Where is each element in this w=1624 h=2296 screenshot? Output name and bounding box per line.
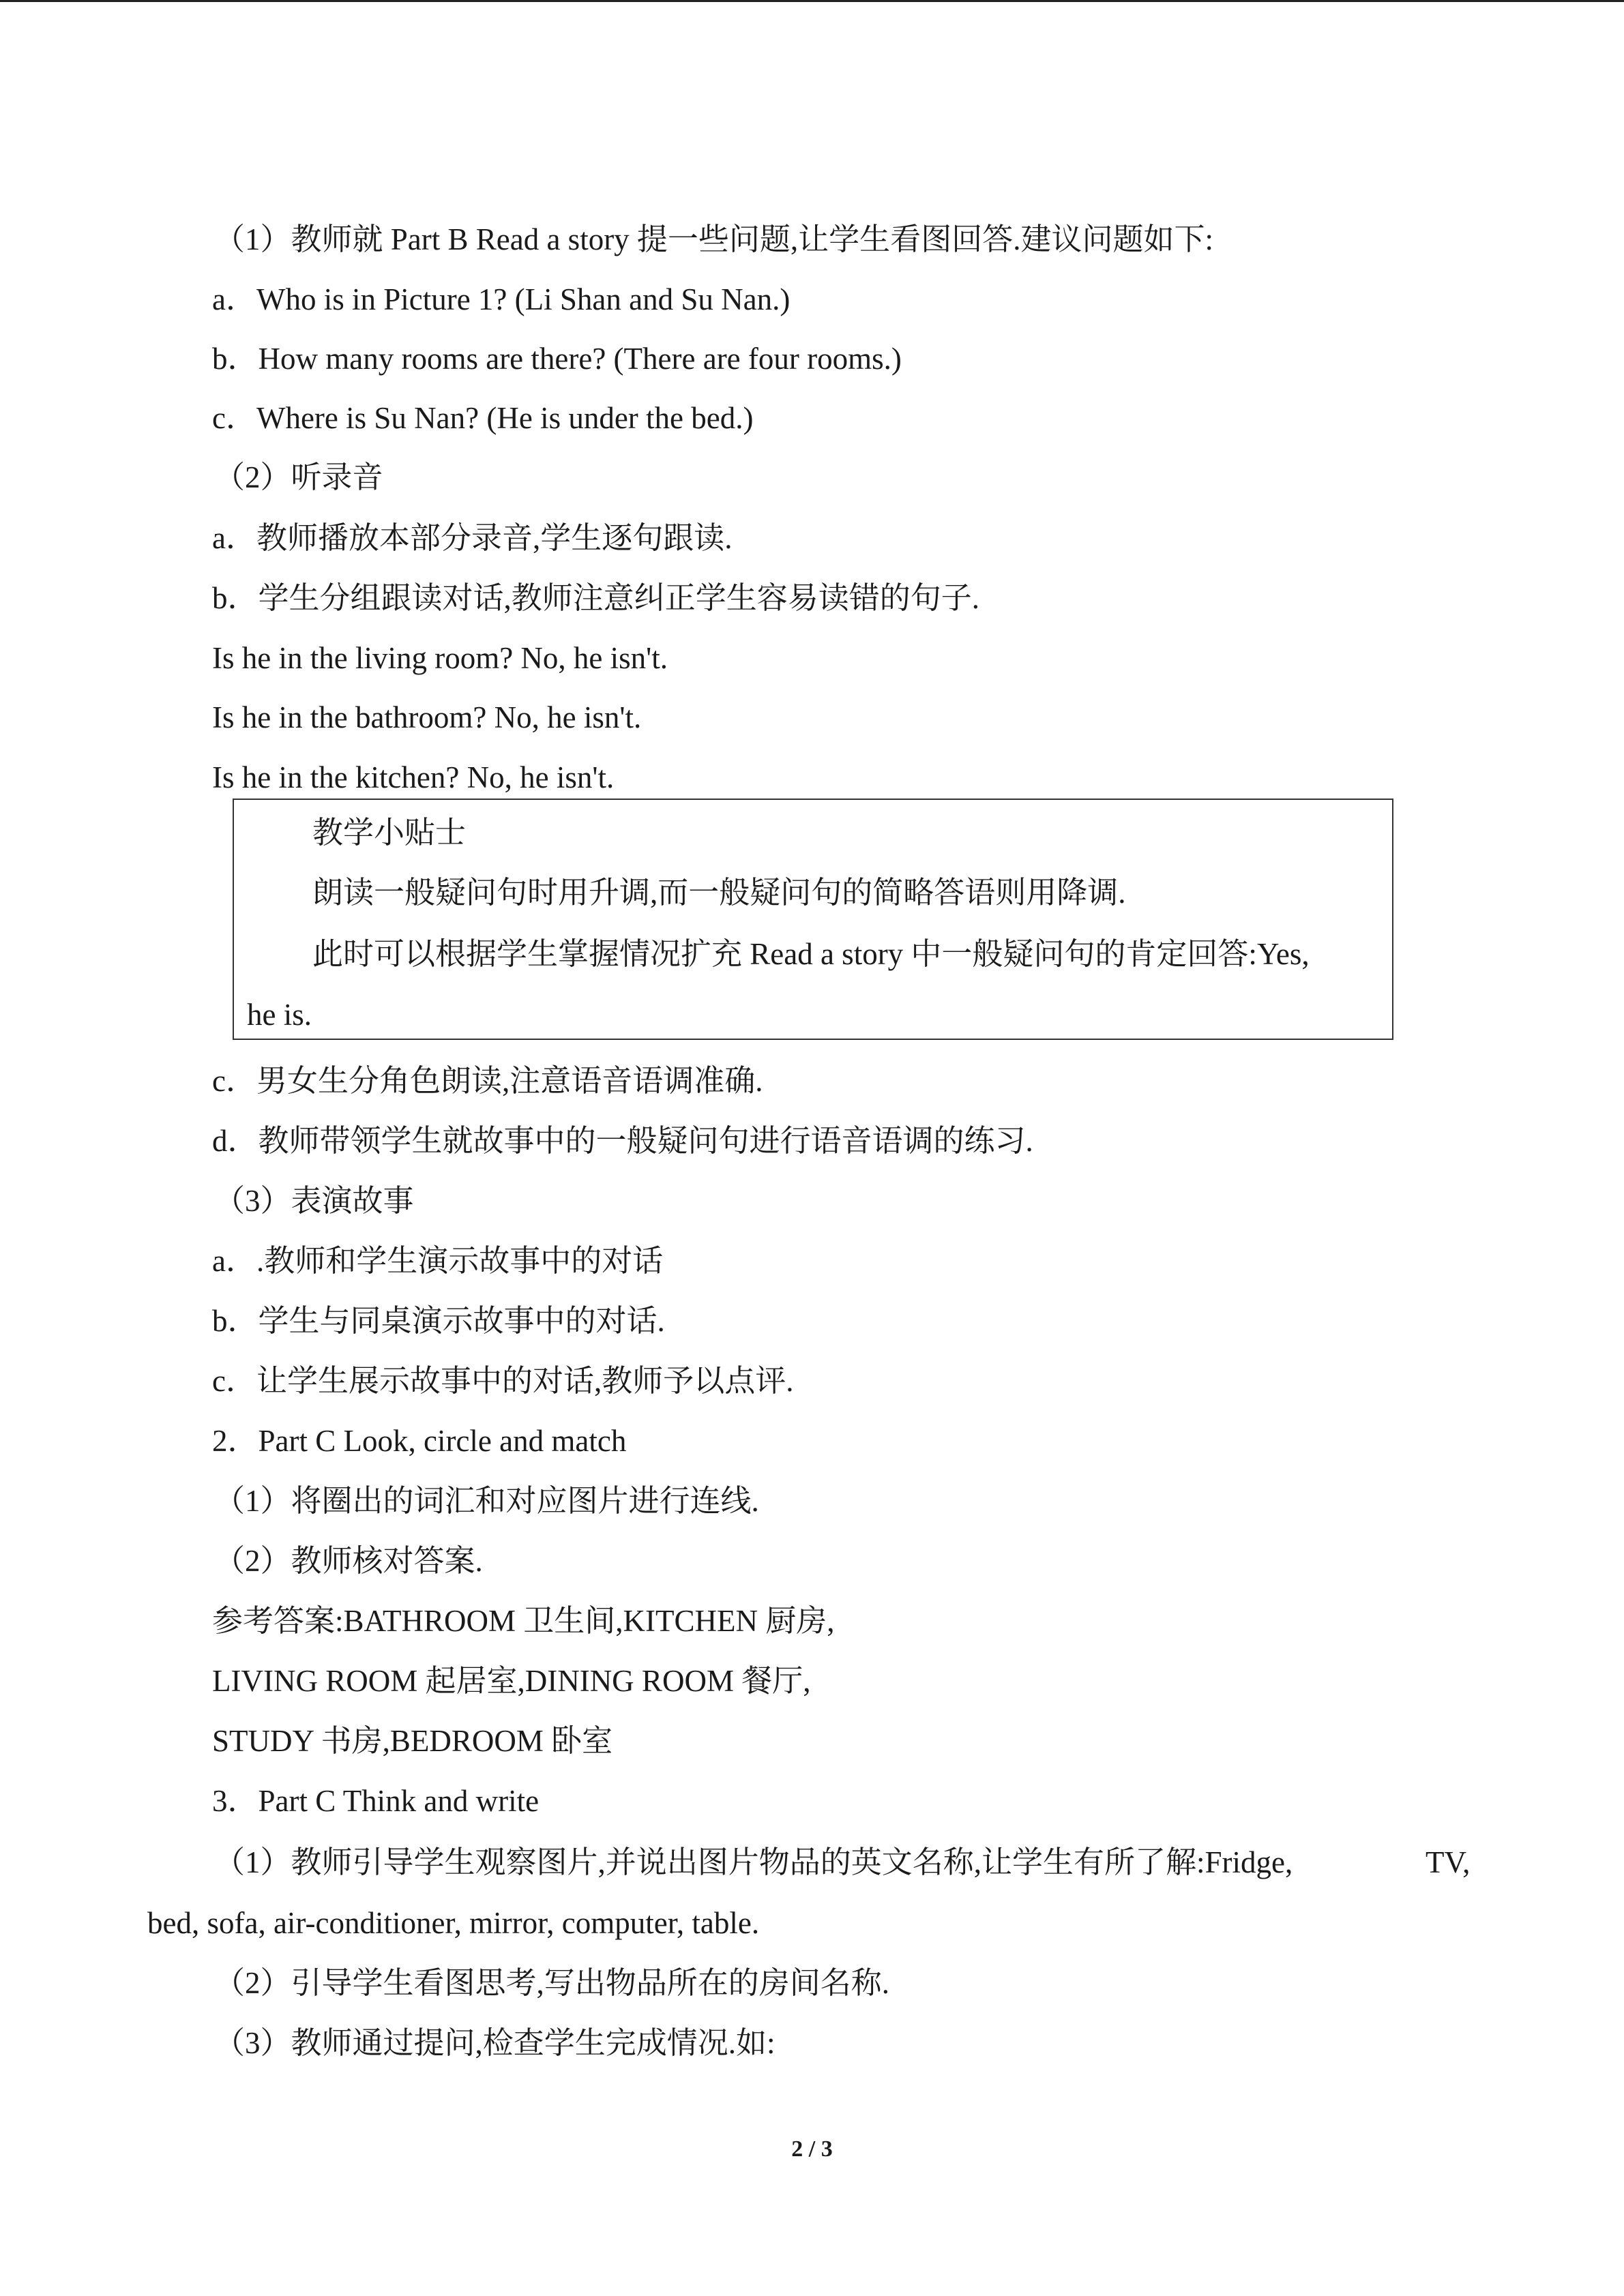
step-c-role-reading: c．男女生分角色朗读,注意语音语调准确. xyxy=(212,1064,763,1098)
step-d-intonation-practice: d．教师带领学生就故事中的一般疑问句进行语音语调的练习. xyxy=(212,1124,1033,1158)
perform-step-c: c．让学生展示故事中的对话,教师予以点评. xyxy=(212,1364,794,1398)
tip-title: 教学小贴士 xyxy=(312,816,467,850)
tip-text-extension: 此时可以根据学生掌握情况扩充 Read a story 中一般疑问句的肯定回答:Yes, xyxy=(312,937,1310,971)
question-c: c．Where is Su Nan? (He is under the bed.) xyxy=(212,401,754,435)
perform-step-b: b．学生与同桌演示故事中的对话. xyxy=(212,1304,665,1338)
answer-key-line-3: STUDY 书房,BEDROOM 卧室 xyxy=(212,1724,613,1758)
heading-perform-story: （3）表演故事 xyxy=(214,1184,414,1218)
section-2-step-1: （1）将圈出的词汇和对应图片进行连线. xyxy=(214,1484,759,1518)
example-sentence-kitchen: Is he in the kitchen? No, he isn't. xyxy=(212,760,615,794)
section-2-step-2: （2）教师核对答案. xyxy=(214,1544,483,1578)
heading-listen-recording: （2）听录音 xyxy=(214,460,383,494)
teaching-tip-box xyxy=(233,799,1393,1040)
answer-key-line-1: 参考答案:BATHROOM 卫生间,KITCHEN 厨房, xyxy=(212,1604,835,1638)
page-number: 2 / 3 xyxy=(791,2136,833,2162)
section-3-heading: 3．Part C Think and write xyxy=(212,1784,540,1818)
example-sentence-bathroom: Is he in the bathroom? No, he isn't. xyxy=(212,700,642,734)
perform-step-a: a．.教师和学生演示故事中的对话 xyxy=(212,1244,664,1278)
section-2-heading: 2．Part C Look, circle and match xyxy=(212,1424,627,1458)
section-3-step-1-tv: TV, xyxy=(1426,1845,1471,1879)
section-3-step-1-continued: bed, sofa, air-conditioner, mirror, computer, table. xyxy=(147,1906,760,1940)
question-a: a．Who is in Picture 1? (Li Shan and Su Nan.) xyxy=(212,282,791,316)
answer-key-line-2: LIVING ROOM 起居室,DINING ROOM 餐厅, xyxy=(212,1664,811,1698)
paragraph-part-b-questions: （1）教师就 Part B Read a story 提一些问题,让学生看图回答.建议问题如下: xyxy=(214,222,1213,256)
section-3-step-1: （1）教师引导学生观察图片,并说出图片物品的英文名称,让学生有所了解:Fridge, xyxy=(214,1845,1293,1879)
step-a-play-recording: a．教师播放本部分录音,学生逐句跟读. xyxy=(212,521,733,555)
tip-text-intonation: 朗读一般疑问句时用升调,而一般疑问句的简略答语则用降调. xyxy=(312,876,1126,910)
section-3-step-3: （3）教师通过提问,检查学生完成情况.如: xyxy=(214,2026,776,2060)
step-b-group-reading: b．学生分组跟读对话,教师注意纠正学生容易读错的句子. xyxy=(212,581,980,615)
section-3-step-2: （2）引导学生看图思考,写出物品所在的房间名称. xyxy=(214,1966,890,2000)
tip-text-extension-end: he is. xyxy=(247,998,312,1032)
question-b: b．How many rooms are there? (There are four rooms.) xyxy=(212,342,902,376)
example-sentence-living-room: Is he in the living room? No, he isn't. xyxy=(212,641,668,675)
